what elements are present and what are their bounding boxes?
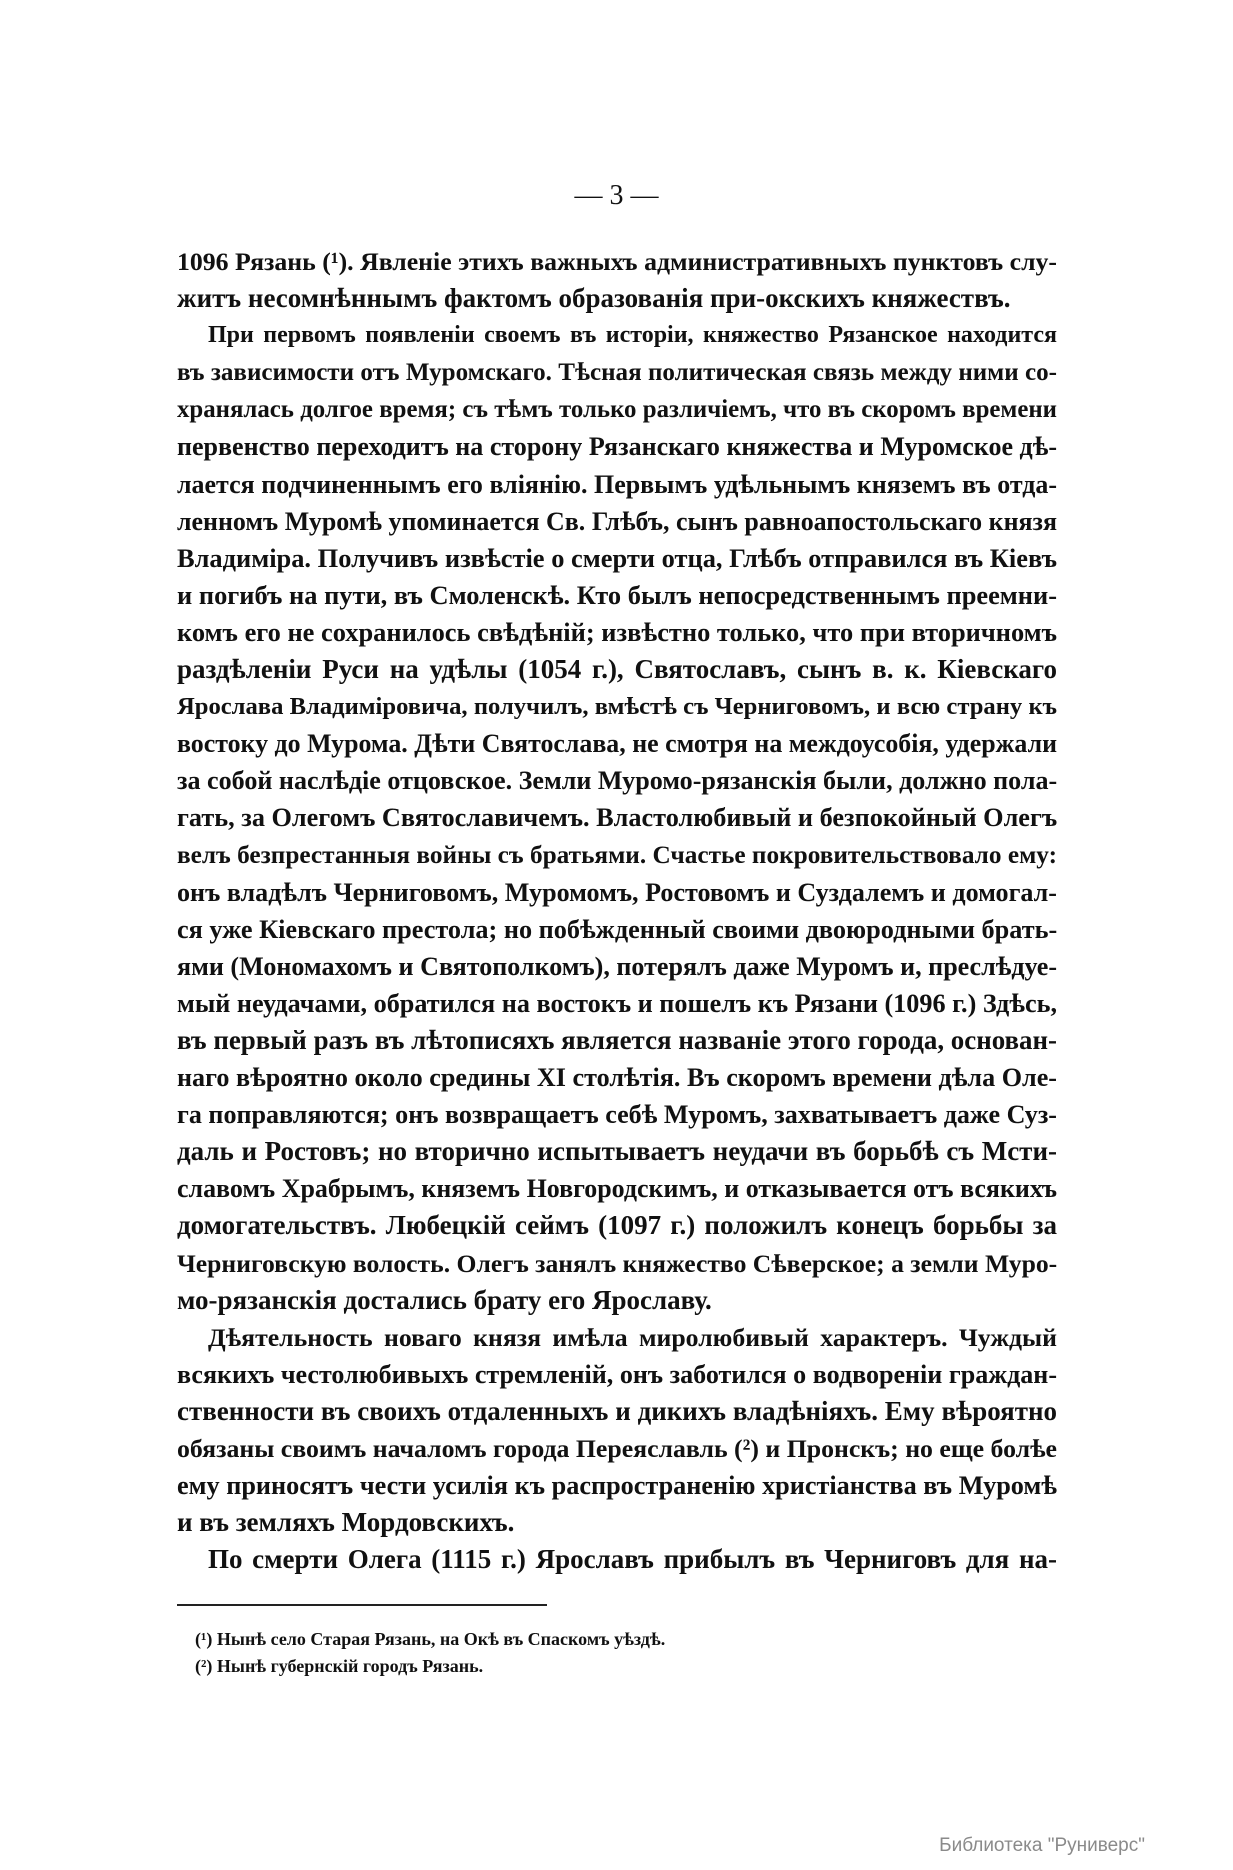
text-line: раздѣленіи Руси на удѣлы (1054 г.), Святославъ, сынъ в. к. Кіевскаго xyxy=(177,654,1057,685)
library-watermark: Библиотека "Руниверс" xyxy=(939,1835,1145,1856)
paragraph xyxy=(177,1319,1057,1542)
text-line: лается подчиненнымъ его вліянію. Первымъ удѣльнымъ княземъ въ отда- xyxy=(177,469,1057,499)
text-line: мо-рязанскія достались брату его Ярославу. xyxy=(177,1284,712,1315)
text-line: въ первый разъ въ лѣтописяхъ является названіе этого города, основан- xyxy=(177,1024,1057,1055)
body-text xyxy=(177,243,1057,1578)
footnotes xyxy=(195,1626,665,1680)
paragraph xyxy=(177,243,1057,317)
text-line: Владиміра. Получивъ извѣстіе о смерти отца, Глѣбъ отправился въ Кіевъ xyxy=(177,542,1057,573)
text-line: хранялась долгое время; съ тѣмъ только различіемъ, что въ скоромъ времени xyxy=(177,396,1057,424)
text-line: въ зависимости отъ Муромскаго. Тѣсная политическая связь между ними со- xyxy=(177,359,1057,387)
text-line: ему приносятъ чести усилія къ распространенію христіанства въ Муромѣ xyxy=(177,1471,1057,1501)
text-line: славомъ Храбрымъ, княземъ Новгородскимъ, и отказывается отъ всякихъ xyxy=(177,1174,1057,1204)
text-line: Черниговскую волость. Олегъ занялъ княжество Сѣверское; а земли Муро- xyxy=(177,1248,1058,1278)
text-line: житъ несомнѣннымъ фактомъ образованія при-окскихъ княжествъ. xyxy=(177,283,1011,314)
text-line: гать, за Олегомъ Святославичемъ. Властолюбивый и безпокойный Олегъ xyxy=(177,803,1058,833)
text-line: первенство переходитъ на сторону Рязанскаго княжества и Муромское дѣ- xyxy=(177,432,1057,462)
footnote-1: (¹) Нынѣ село Старая Рязань, на Окѣ въ Спаскомъ уѣздѣ. xyxy=(195,1629,666,1649)
text-line: ленномъ Муромѣ упоминается Св. Глѣбъ, сынъ равноапостольскаго князя xyxy=(177,506,1057,536)
paragraph xyxy=(177,1541,1057,1578)
text-line: даль и Ростовъ; но вторично испытываетъ неудачи въ борьбѣ съ Мсти- xyxy=(177,1136,1057,1167)
text-line: При первомъ появленіи своемъ въ исторіи, княжество Рязанское находится xyxy=(208,322,1057,349)
text-line: ственности въ своихъ отдаленныхъ и дикихъ владѣніяхъ. Ему вѣроятно xyxy=(177,1395,1057,1426)
text-line: комъ его не сохранилось свѣдѣній; извѣстно только, что при вторичномъ xyxy=(177,616,1057,647)
text-line: ся уже Кіевскаго престола; но побѣжденный своими двоюродными брать- xyxy=(177,914,1058,944)
text-line: мый неудачами, обратился на востокъ и пошелъ къ Рязани (1096 г.) Здѣсь, xyxy=(177,988,1058,1018)
text-line: По смерти Олега (1115 г.) Ярославъ прибылъ въ Черниговъ для на- xyxy=(208,1544,1057,1575)
text-line: 1096 Рязань (¹). Явленіе этихъ важныхъ административныхъ пунктовъ слу- xyxy=(177,247,1057,276)
text-line: и въ земляхъ Мордовскихъ. xyxy=(177,1507,515,1538)
text-line: обязаны своимъ началомъ города Переяславль (²) и Пронскъ; но еще болѣе xyxy=(177,1434,1057,1463)
text-line: ями (Мономахомъ и Святополкомъ), потерялъ даже Муромъ и, преслѣдуе- xyxy=(177,951,1057,981)
text-line: велъ безпрестанныя войны съ братьями. Счастье покровительствовало ему: xyxy=(177,840,1057,869)
text-line: и погибъ на пути, въ Смоленскѣ. Кто былъ непосредственнымъ преемни- xyxy=(177,579,1057,610)
text-line: востоку до Мурома. Дѣти Святослава, не смотря на междоусобія, удержали xyxy=(177,729,1057,759)
text-line: за собой наслѣдіе отцовское. Земли Муромо-рязанскія были, должно пола- xyxy=(177,766,1058,796)
text-line: Ярослава Владиміровича, получилъ, вмѣстѣ съ Черниговомъ, и всю страну къ xyxy=(177,693,1057,721)
text-line: всякихъ честолюбивыхъ стремленій, онъ заботился о водвореніи граждан- xyxy=(177,1359,1057,1389)
text-line: га поправляются; онъ возвращаетъ себѣ Муромъ, захватываетъ даже Суз- xyxy=(177,1100,1057,1130)
page-number: — 3 — xyxy=(574,180,659,211)
text-line: наго вѣроятно около средины XI столѣтія. Въ скоромъ времени дѣла Оле- xyxy=(177,1063,1057,1093)
footnote-divider xyxy=(177,1604,547,1606)
text-line: домогательствъ. Любецкій сеймъ (1097 г.) положилъ конецъ борьбы за xyxy=(177,1210,1057,1241)
text-line: онъ владѣлъ Черниговомъ, Муромомъ, Ростовомъ и Суздалемъ и домогал- xyxy=(177,877,1057,907)
paragraph xyxy=(177,317,1057,1319)
text-line: Дѣятельность новаго князя имѣла миролюбивый характеръ. Чуждый xyxy=(208,1322,1057,1352)
footnote-2: (²) Нынѣ губернскій городъ Рязань. xyxy=(195,1656,484,1676)
